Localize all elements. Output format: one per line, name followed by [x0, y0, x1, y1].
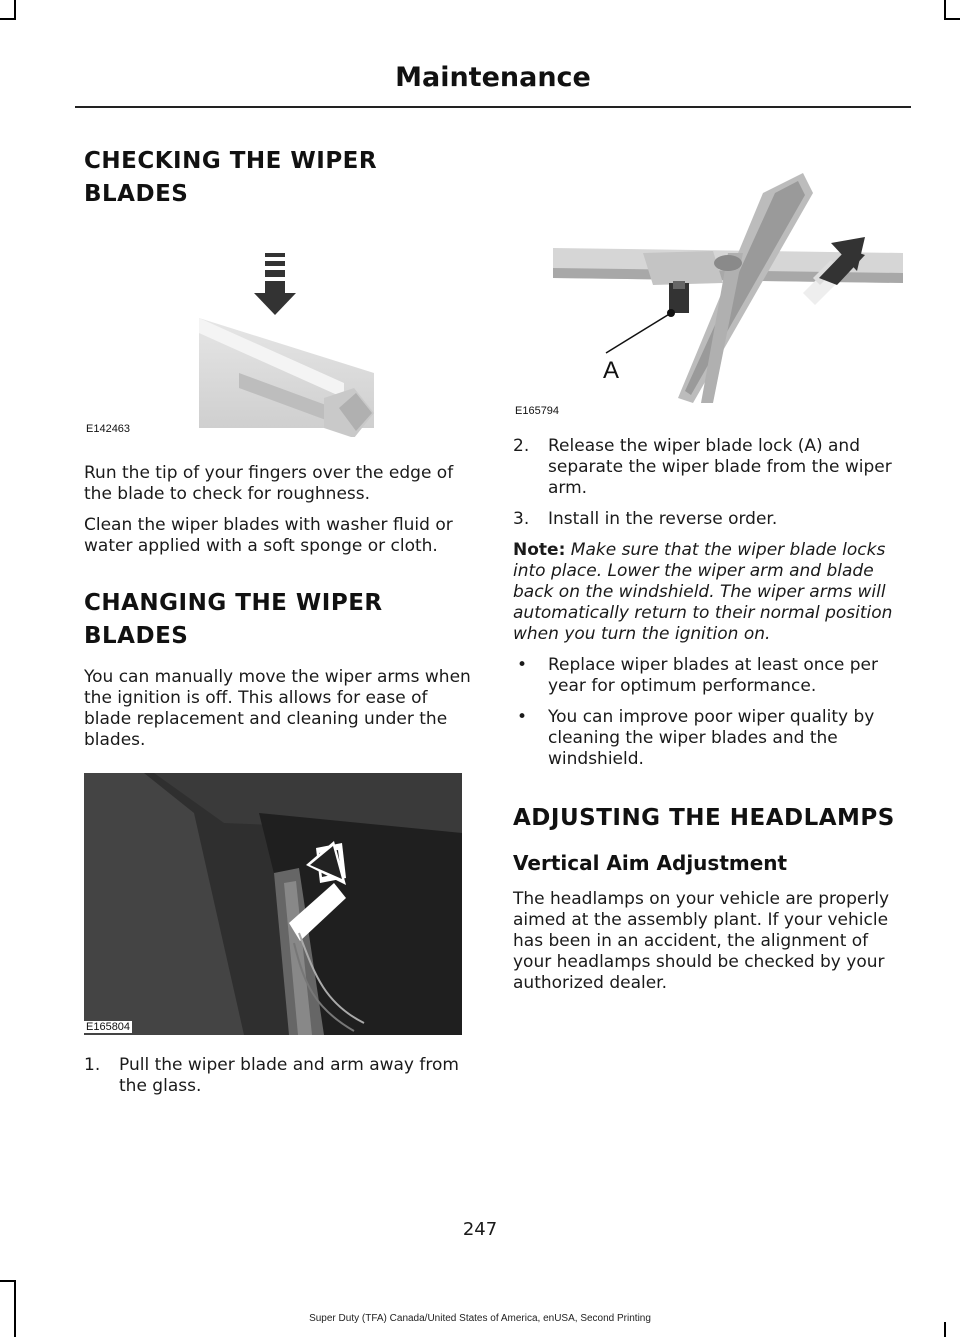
bullet-item: [513, 707, 905, 770]
crop-mark: [0, 18, 16, 20]
paragraph: Clean the wiper blades with washer fluid or water applied with a soft sponge or cloth.: [84, 515, 453, 556]
callout-a: A: [603, 357, 620, 384]
note-label: Note:: [513, 540, 566, 560]
right-column: [513, 145, 905, 994]
step-1: [84, 1055, 476, 1097]
note: [513, 540, 905, 645]
section-title-checking-line2: BLADES: [84, 181, 189, 207]
page-header: Maintenance: [395, 62, 591, 93]
figure-code: E165794: [515, 405, 560, 417]
figure-wiper-blade-edge: [84, 223, 476, 437]
step-number: 1.: [84, 1055, 101, 1075]
step-text: Install in the reverse order.: [548, 509, 778, 529]
bullet-mark: •: [517, 707, 528, 727]
wiper-arm-illustration: [84, 773, 462, 1035]
header-rule: [75, 106, 911, 108]
step-number: 3.: [513, 509, 530, 529]
crop-mark: [14, 0, 16, 20]
wiper-blade-illustration: [84, 223, 464, 437]
wiper-lock-illustration: [513, 173, 905, 419]
step-2: [513, 436, 905, 499]
bullet-text: You can improve poor wiper quality by cleaning the wiper blades and the windshield.: [548, 707, 875, 769]
crop-mark: [944, 1322, 946, 1337]
bullet-text: Replace wiper blades at least once per year for optimum performance.: [548, 655, 878, 696]
step-text: Release the wiper blade lock (A) and separate the wiper blade from the wiper arm.: [548, 436, 892, 498]
section-title-changing-line1: CHANGING THE WIPER: [84, 590, 383, 616]
paragraph: The headlamps on your vehicle are properly aimed at the assembly plant. If your vehicle has been in an accident, the alignment of your headlamps should be checked by your authorized dealer.: [513, 889, 890, 993]
bullet-item: [513, 655, 905, 697]
figure-code: E165804: [86, 1021, 131, 1033]
left-column: [84, 145, 476, 1097]
paragraph: Run the tip of your fingers over the edge of the blade to check for roughness.: [84, 463, 454, 504]
figure-code: E142463: [86, 423, 131, 435]
subsection-title: Vertical Aim Adjustment: [513, 851, 788, 875]
crop-mark: [944, 18, 960, 20]
page-number: 247: [462, 1219, 498, 1240]
step-text: Pull the wiper blade and arm away from the glass.: [119, 1055, 459, 1096]
figure-wiper-blade-lock: [513, 173, 905, 419]
step-number: 2.: [513, 436, 530, 456]
section-title-checking-line1: CHECKING THE WIPER: [84, 148, 378, 174]
crop-mark: [14, 1280, 16, 1337]
step-3: [513, 509, 905, 530]
paragraph: You can manually move the wiper arms when the ignition is off. This allows for ease of blade replacement and cleaning under the blades.: [84, 667, 471, 750]
figure-pull-wiper-arm: [84, 773, 476, 1035]
crop-mark: [0, 1280, 16, 1282]
footer-text: Super Duty (TFA) Canada/United States of America, enUSA, Second Printing: [309, 1313, 651, 1324]
section-title-changing-line2: BLADES: [84, 623, 189, 649]
crop-mark: [944, 0, 946, 20]
section-title-headlamps: ADJUSTING THE HEADLAMPS: [513, 805, 895, 831]
bullet-mark: •: [517, 655, 528, 675]
note-text: Make sure that the wiper blade locks into place. Lower the wiper arm and blade back on the windshield. The wiper arms will automatically return to their normal position when you turn the ignition on.: [513, 540, 893, 644]
